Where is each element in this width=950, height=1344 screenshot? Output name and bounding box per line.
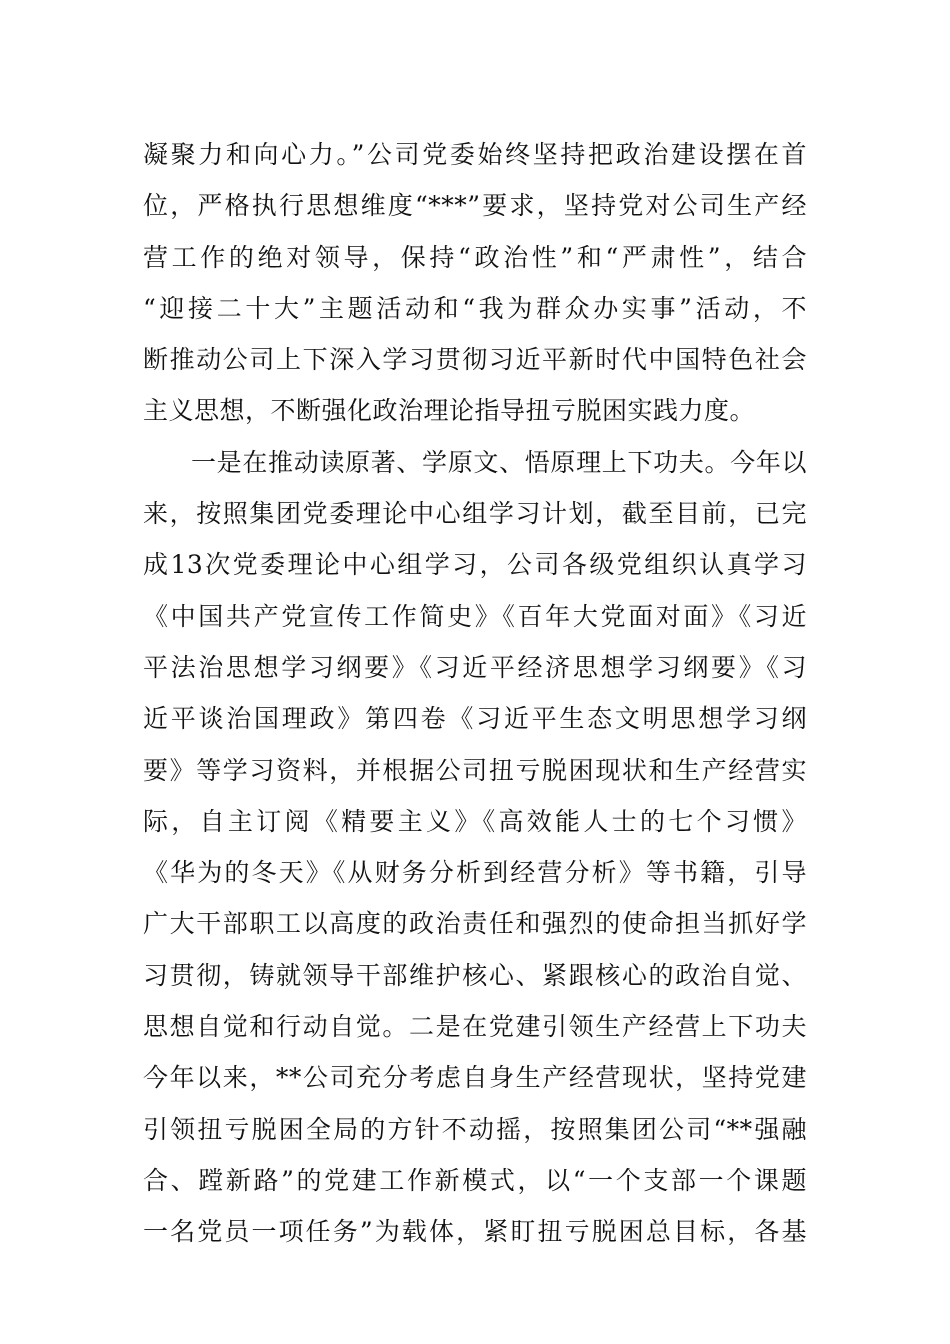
text-line: 断推动公司上下深入学习贯彻习近平新时代中国特色社会	[143, 345, 807, 375]
text-line: 要》等学习资料，并根据公司扭亏脱困现状和生产经营实	[143, 755, 807, 785]
text-line: 《中国共产党宣传工作简史》《百年大党面对面》《习近	[143, 601, 807, 631]
text-line: 广大干部职工以高度的政治责任和强烈的使命担当抓好学	[143, 909, 807, 939]
text-line: 近平谈治国理政》第四卷《习近平生态文明思想学习纲	[143, 704, 807, 734]
text-line: “迎接二十大”主题活动和“我为群众办实事”活动，不	[143, 293, 807, 323]
body-text	[143, 129, 807, 1258]
text-line: 引领扭亏脱困全局的方针不动摇，按照集团公司“**强融	[143, 1114, 807, 1144]
text-line: 思想自觉和行动自觉。二是在党建引领生产经营上下功夫	[143, 1012, 807, 1042]
text-line: 合、蹚新路”的党建工作新模式，以“一个支部一个课题	[143, 1165, 807, 1195]
text-line: 营工作的绝对领导，保持“政治性”和“严肃性”，结合	[143, 242, 807, 272]
text-line: 际，自主订阅《精要主义》《高效能人士的七个习惯》	[143, 806, 807, 836]
text-line: 位，严格执行思想维度“***”要求，坚持党对公司生产经	[143, 191, 807, 221]
text-line: 主义思想，不断强化政治理论指导扭亏脱困实践力度。	[143, 396, 756, 426]
text-line: 《华为的冬天》《从财务分析到经营分析》等书籍，引导	[143, 858, 807, 888]
text-line: 平法治思想学习纲要》《习近平经济思想学习纲要》《习	[143, 652, 807, 682]
text-line: 习贯彻，铸就领导干部维护核心、紧跟核心的政治自觉、	[143, 960, 807, 990]
text-line: 凝聚力和向心力。”公司党委始终坚持把政治建设摆在首	[143, 140, 807, 169]
text-line: 一名党员一项任务”为载体，紧盯扭亏脱困总目标，各基	[143, 1217, 807, 1247]
text-line: 一是在推动读原著、学原文、悟原理上下功夫。今年以	[191, 447, 807, 477]
text-line: 今年以来，**公司充分考虑自身生产经营现状，坚持党建	[143, 1063, 807, 1093]
text-line: 来，按照集团党委理论中心组学习计划，截至目前，已完	[143, 499, 807, 529]
text-line: 成13次党委理论中心组学习，公司各级党组织认真学习	[143, 550, 807, 580]
